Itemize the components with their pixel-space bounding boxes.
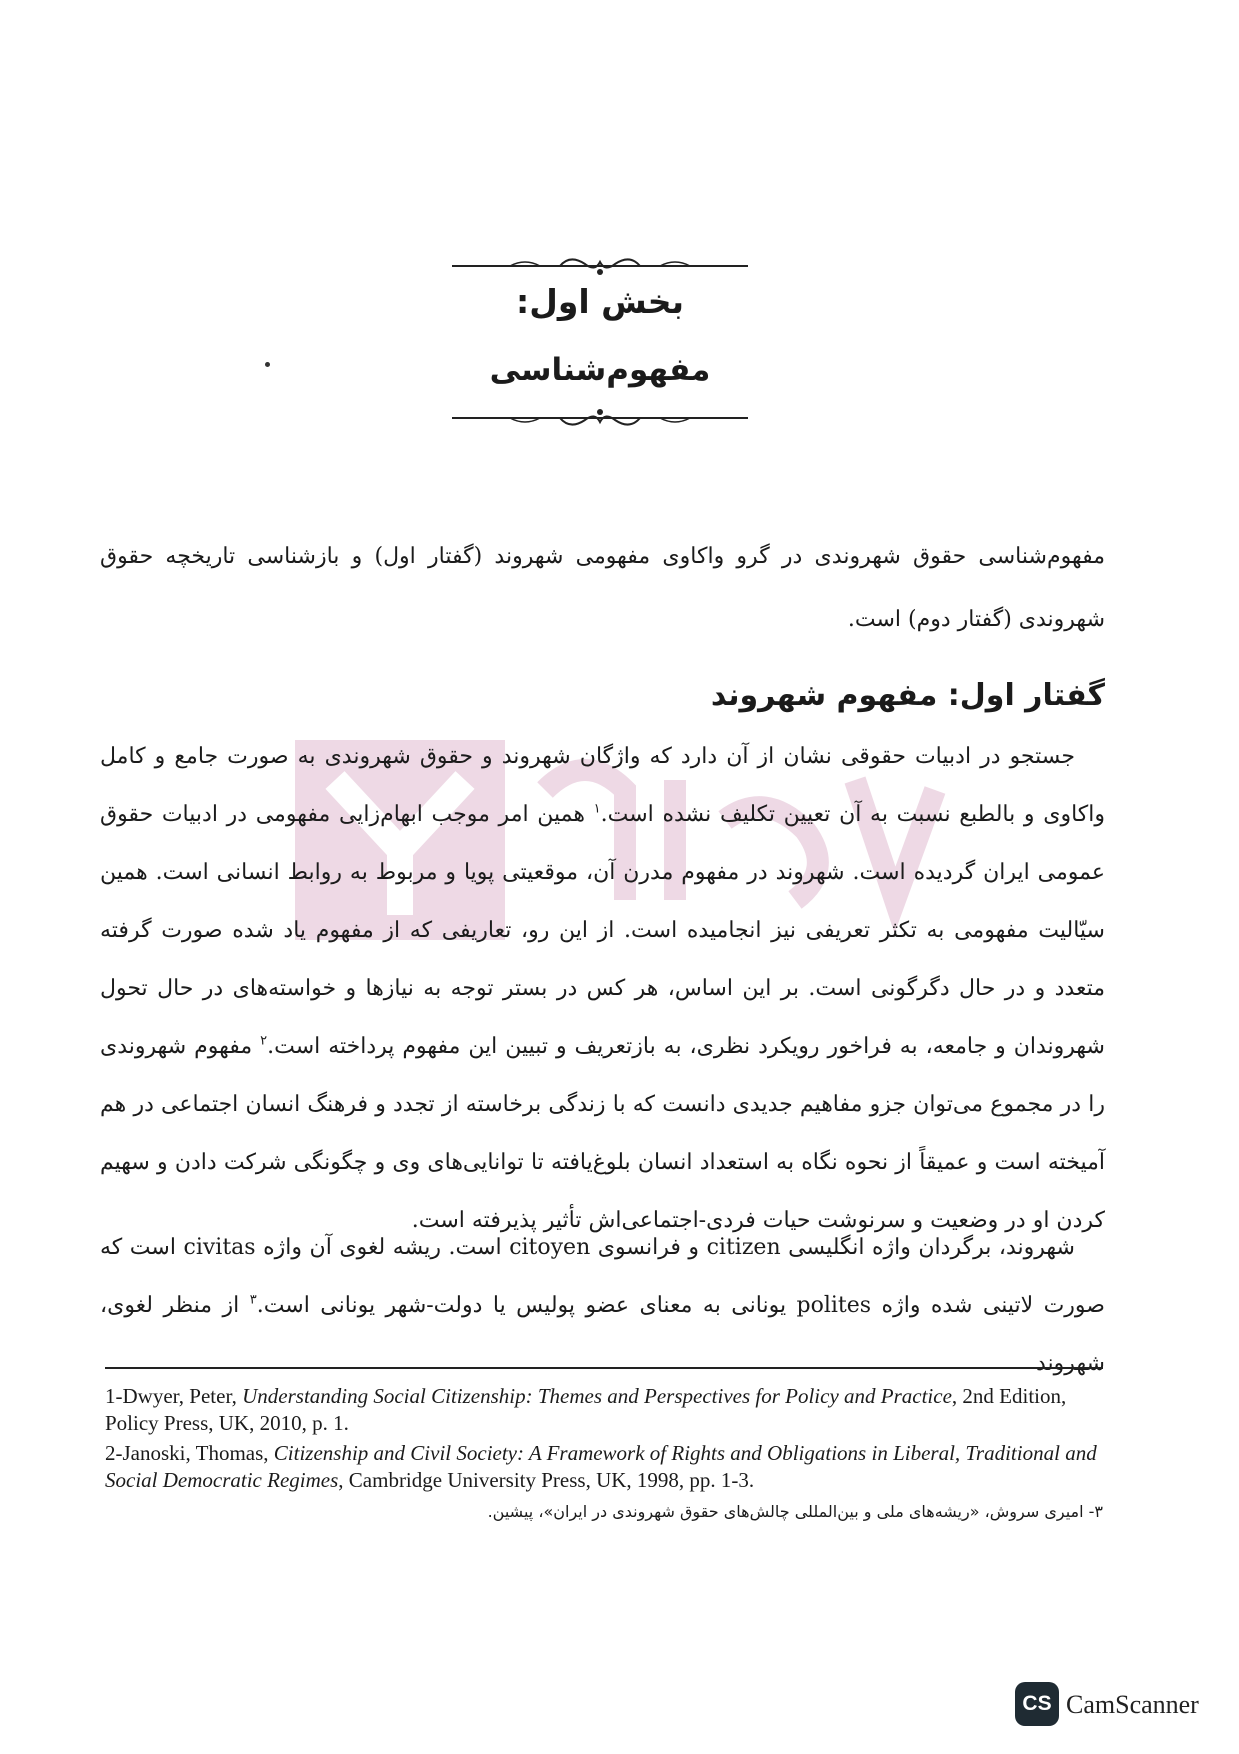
footnote-ref-1: ۱: [593, 801, 601, 817]
intro-paragraph: مفهوم‌شناسی حقوق شهروندی در گرو واکاوی مفهومی شهروند (گفتار اول) و بازشناسی تاریخچه حقوق شهروندی (گفتار دوم) است.: [100, 544, 1105, 632]
footnote-2-details: , Cambridge University Press, UK, 1998, pp. 1-3.: [338, 1468, 755, 1492]
footnote-3: ۳- امیری سروش، «ریشه‌های ملی و بین‌المللی چالش‌های حقوق شهروندی در ایران»، پیشین.: [487, 1502, 1103, 1521]
footnote-ref-2: ۲: [260, 1033, 268, 1049]
ornament-divider-bottom-icon: [450, 404, 750, 434]
footnote-1-author: 1-Dwyer, Peter,: [105, 1384, 243, 1408]
section-title: گفتار اول: مفهوم شهروند: [710, 678, 1105, 713]
footnote-2: [105, 1440, 1103, 1494]
footnote-2-author: 2-Janoski, Thomas,: [105, 1441, 274, 1465]
paragraph-1-part-3: مفهوم شهروندی را در مجموع می‌توان جزو مفاهیم جدیدی دانست که با زندگی برخاسته از تجدد و فرهنگ انسان اجتماعی در هم آمیخته است و عمیقاً از نحوه نگاه به استعداد انسان بلوغ‌یافته تا توانایی‌های وی و چگونگی شرکت دادن و سهیم کردن او در وضعیت و سرنوشت حیات فردی-اجتماعی‌اش تأثیر پذیرفته است.: [100, 1034, 1105, 1233]
body-paragraph-1: [100, 728, 1105, 1250]
camscanner-label: CamScanner: [1066, 1690, 1199, 1719]
footnote-divider: [105, 1367, 1103, 1369]
paragraph-2-part-2: از منظر لغوی، شهروند: [100, 1293, 1105, 1376]
footnote-1-details: , 2nd Edition, Policy Press, UK, 2010, p. 1.: [105, 1384, 1067, 1435]
scan-speck: [265, 362, 270, 367]
footnote-1: [105, 1383, 1103, 1437]
ornament-divider-top-icon: [450, 250, 750, 280]
footnote-1-title: Understanding Social Citizenship: Themes and Perspectives for Policy and Practice: [242, 1384, 952, 1408]
chapter-title: بخش اول:: [516, 282, 684, 321]
footnote-2-title: Citizenship and Civil Society: A Framework of Rights and Obligations in Liberal, Traditional and Social Democratic Regimes: [105, 1441, 1097, 1492]
paragraph-1-part-1: جستجو در ادبیات حقوقی نشان از آن دارد که واژگان شهروند و حقوق شهروندی به صورت جامع و کامل واکاوی و بالطبع نسبت به آن تعیین تکلیف نشده است.: [100, 744, 1105, 827]
footnote-ref-3: ۳: [249, 1292, 257, 1308]
chapter-subtitle: مفهوم‌شناسی: [489, 352, 711, 388]
paragraph-2-part-1: شهروند، برگردان واژه انگلیسی citizen و فرانسوی citoyen است. ریشه لغوی آن واژه civitas است که صورت لاتینی شده واژه polites یونانی به معنای عضو پولیس یا دولت-شهر یونانی است.: [100, 1235, 1105, 1318]
paragraph-1-part-2: همین امر موجب ابهام‌زایی مفهومی در ادبیات حقوق عمومی ایران گردیده است. شهروند در مفهوم مدرن آن، موقعیتی پویا و مربوط به روابط انسانی است. همین سیّالیت مفهومی به تکثر تعریفی نیز انجامیده است. از این رو، تعاریفی که از مفهوم یاد شده صورت گرفته متعدد و در حال دگرگونی است. بر این اساس، هر کس در بستر توجه به نیازها و خواسته‌های در حال تحول شهروندان و جامعه، به فراخور رویکرد نظری، به بازتعریف و تبیین این مفهوم پرداخته است.: [100, 802, 1105, 1059]
camscanner-logo-icon: CS: [1015, 1682, 1059, 1726]
